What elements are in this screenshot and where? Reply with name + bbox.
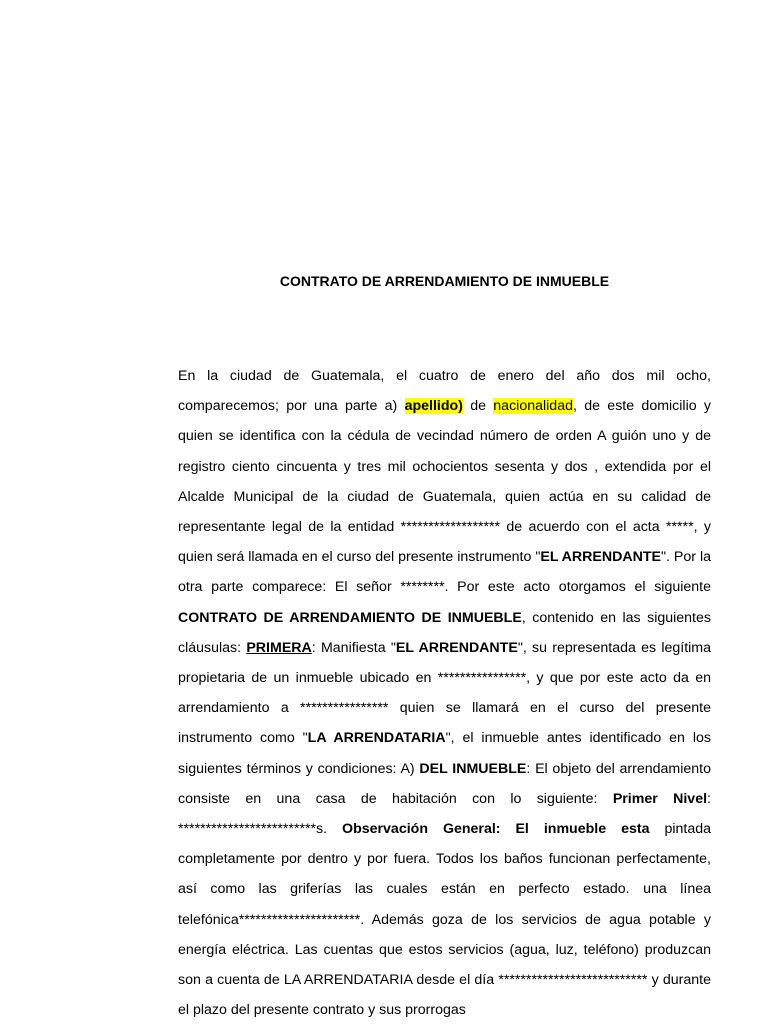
bold-text: EL ARRENDANTE: [395, 639, 518, 656]
paragraph-text: : *************************s.: [178, 790, 711, 838]
paragraph-text: : Manifiesta ": [311, 639, 396, 656]
bold-text: EL ARRENDANTE: [540, 549, 661, 566]
highlighted-text: apellido): [404, 398, 463, 415]
bold-text: Observación General: El inmueble esta: [342, 821, 650, 838]
bold-text: PRIMERA: [246, 639, 312, 656]
bold-text: LA ARRENDATARIA: [307, 730, 446, 747]
contract-body-paragraph: [178, 361, 711, 1025]
paragraph-text: ", el inmueble antes identificado en los siguientes términos y condiciones: A): [178, 730, 711, 777]
paragraph-text: , de este domicilio y quien se identifica con la cédula de vecindad número de orden A guión uno y de registro ciento cincuenta y tres mil ochocientos sesenta y dos , extendida por el Alcalde Municipal de la ciudad de Guatemala, quien actúa en su calidad de representante legal de la entidad ****************** de acuerdo con el acta *****, y quien será llamada en el curso del presente instrumento ": [178, 398, 712, 566]
bold-text: Primer Nivel: [612, 790, 708, 807]
paragraph-text: ". Por la otra parte comparece: El señor ********. Por este acto otorgamos el siguiente: [178, 549, 712, 596]
paragraph-text: pintada completamente por dentro y por fuera. Todos los baños funcionan perfectamente, así como las griferías las cuales están en perfecto estado. una línea telefónica**********************. Además goza de los servicios de agua potable y energía eléctrica. Las cuentas que estos servicios (agua, luz, teléfono) produzcan son a cuenta de LA ARRENDATARIA desde el día *************************** y durante el plazo del presente contrato y sus prorrogas: [178, 821, 711, 1019]
paragraph-text: , contenido en las siguientes cláusulas:: [178, 609, 711, 656]
bold-text: DEL INMUEBLE: [419, 760, 527, 777]
title-container: [178, 273, 711, 291]
paragraph-text: En la ciudad de Guatemala, el cuatro de enero del año dos mil ocho, comparecemos; por una parte a): [178, 368, 711, 415]
document-title: CONTRATO DE ARRENDAMIENTO DE INMUEBLE: [279, 273, 610, 289]
paragraph-text: de: [462, 398, 494, 415]
bold-text: CONTRATO DE ARRENDAMIENTO DE INMUEBLE: [178, 609, 522, 626]
paragraph-text: : El objeto del arrendamiento consiste en una casa de habitación con lo siguiente:: [178, 760, 711, 807]
highlighted-text: nacionalidad: [493, 398, 573, 415]
paragraph-text: ", su representada es legítima propietaria de un inmueble ubicado en ****************, y que por este acto da en arrendamiento a **************** quien se llamará en el curso del presente instrumento como ": [178, 639, 712, 747]
